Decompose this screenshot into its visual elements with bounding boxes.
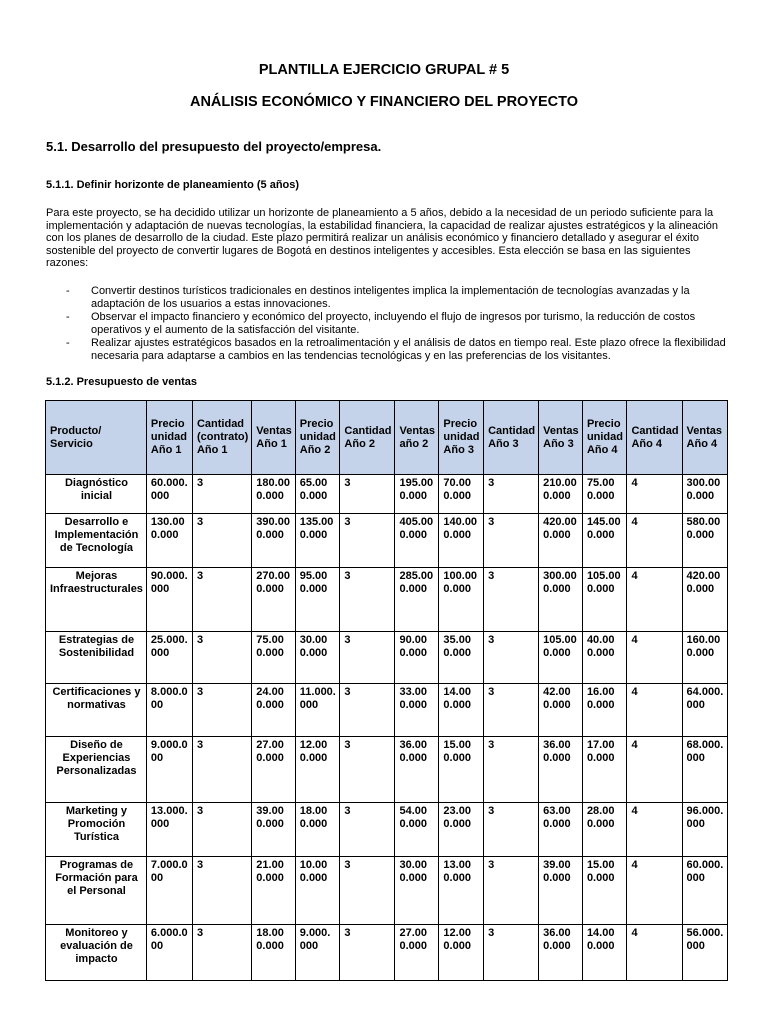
value-cell: 15.000.000 [582, 857, 627, 925]
value-cell: 12.000.000 [295, 737, 340, 803]
value-cell: 3 [192, 684, 251, 737]
value-cell: 36.000.000 [395, 737, 439, 803]
product-cell: Diagnóstico inicial [46, 475, 147, 514]
value-cell: 3 [340, 475, 395, 514]
value-cell: 3 [340, 737, 395, 803]
value-cell: 195.000.000 [395, 475, 439, 514]
value-cell: 100.000.000 [439, 568, 484, 632]
value-cell: 3 [484, 514, 539, 568]
table-row [46, 568, 728, 632]
value-cell: 68.000.000 [682, 737, 727, 803]
value-cell: 3 [484, 568, 539, 632]
value-cell: 3 [484, 803, 539, 857]
value-cell: 3 [340, 568, 395, 632]
header-cell: Precio unidad Año 3 [439, 401, 484, 475]
value-cell: 75.000.000 [252, 632, 295, 684]
value-cell: 3 [192, 925, 251, 981]
value-cell: 35.000.000 [439, 632, 484, 684]
header-cell: Ventas Año 3 [539, 401, 583, 475]
value-cell: 17.000.000 [582, 737, 627, 803]
value-cell: 3 [484, 857, 539, 925]
value-cell: 3 [484, 475, 539, 514]
table-row [46, 925, 728, 981]
value-cell: 9.000.000 [146, 737, 192, 803]
value-cell: 4 [627, 632, 682, 684]
table-row [46, 514, 728, 568]
product-cell: Estrategias de Sostenibilidad [46, 632, 147, 684]
value-cell: 56.000.000 [682, 925, 727, 981]
table-row [46, 684, 728, 737]
bullet-text: Convertir destinos turísticos tradicionales en destinos inteligentes implica la implementación de tecnologías avanzadas y la adaptación de los usuarios a estas innovaciones. [91, 285, 690, 310]
value-cell: 3 [192, 632, 251, 684]
value-cell: 420.000.000 [682, 568, 727, 632]
value-cell: 300.000.000 [682, 475, 727, 514]
table-row [46, 803, 728, 857]
value-cell: 23.000.000 [439, 803, 484, 857]
value-cell: 39.000.000 [539, 857, 583, 925]
value-cell: 4 [627, 925, 682, 981]
header-cell: Precio unidad Año 1 [146, 401, 192, 475]
header-cell: Producto/ Servicio [46, 401, 147, 475]
value-cell: 4 [627, 568, 682, 632]
value-cell: 14.000.000 [439, 684, 484, 737]
value-cell: 3 [192, 475, 251, 514]
value-cell: 60.000.000 [682, 857, 727, 925]
value-cell: 13.000.000 [439, 857, 484, 925]
value-cell: 7.000.000 [146, 857, 192, 925]
value-cell: 140.000.000 [439, 514, 484, 568]
value-cell: 3 [484, 925, 539, 981]
header-cell: Ventas Año 4 [682, 401, 727, 475]
value-cell: 75.000.000 [582, 475, 627, 514]
value-cell: 96.000.000 [682, 803, 727, 857]
value-cell: 4 [627, 857, 682, 925]
value-cell: 3 [340, 684, 395, 737]
value-cell: 63.000.000 [539, 803, 583, 857]
header-cell: Precio unidad Año 4 [582, 401, 627, 475]
bullet-dash: - [66, 285, 70, 297]
value-cell: 30.000.000 [395, 857, 439, 925]
header-cell: Ventas año 2 [395, 401, 439, 475]
value-cell: 24.000.000 [252, 684, 295, 737]
value-cell: 580.000.000 [682, 514, 727, 568]
value-cell: 40.000.000 [582, 632, 627, 684]
value-cell: 420.000.000 [539, 514, 583, 568]
value-cell: 39.000.000 [252, 803, 295, 857]
value-cell: 70.000.000 [439, 475, 484, 514]
product-cell: Desarrollo e Implementación de Tecnología [46, 514, 147, 568]
subsection-heading-horizon: 5.1.1. Definir horizonte de planeamiento (5 años) [46, 179, 300, 191]
header-cell: Cantidad Año 2 [340, 401, 395, 475]
table-row [46, 737, 728, 803]
value-cell: 90.000.000 [146, 568, 192, 632]
value-cell: 300.000.000 [539, 568, 583, 632]
value-cell: 4 [627, 737, 682, 803]
value-cell: 390.000.000 [252, 514, 295, 568]
product-cell: Marketing y Promoción Turística [46, 803, 147, 857]
value-cell: 3 [192, 803, 251, 857]
value-cell: 15.000.000 [439, 737, 484, 803]
product-cell: Mejoras Infraestructurales [46, 568, 147, 632]
bullet-dash: - [66, 311, 70, 323]
value-cell: 285.000.000 [395, 568, 439, 632]
header-cell: Cantidad Año 4 [627, 401, 682, 475]
bullet-dash: - [66, 337, 70, 349]
value-cell: 3 [192, 568, 251, 632]
value-cell: 12.000.000 [439, 925, 484, 981]
value-cell: 25.000.000 [146, 632, 192, 684]
product-cell: Certificaciones y normativas [46, 684, 147, 737]
header-cell: Cantidad (contrato) Año 1 [192, 401, 251, 475]
value-cell: 3 [192, 514, 251, 568]
value-cell: 3 [340, 632, 395, 684]
product-cell: Diseño de Experiencias Personalizadas [46, 737, 147, 803]
value-cell: 16.000.000 [582, 684, 627, 737]
value-cell: 180.000.000 [252, 475, 295, 514]
value-cell: 105.000.000 [582, 568, 627, 632]
value-cell: 3 [340, 514, 395, 568]
value-cell: 160.000.000 [682, 632, 727, 684]
value-cell: 4 [627, 514, 682, 568]
header-cell: Precio unidad Año 2 [295, 401, 340, 475]
value-cell: 27.000.000 [252, 737, 295, 803]
document-title: PLANTILLA EJERCICIO GRUPAL # 5 [258, 62, 510, 78]
value-cell: 36.000.000 [539, 925, 583, 981]
value-cell: 210.000.000 [539, 475, 583, 514]
value-cell: 6.000.000 [146, 925, 192, 981]
product-cell: Programas de Formación para el Personal [46, 857, 147, 925]
header-cell: Ventas Año 1 [252, 401, 295, 475]
value-cell: 90.000.000 [395, 632, 439, 684]
document-subtitle: ANÁLISIS ECONÓMICO Y FINANCIERO DEL PROYECTO [189, 94, 579, 110]
value-cell: 135.000.000 [295, 514, 340, 568]
value-cell: 27.000.000 [395, 925, 439, 981]
value-cell: 130.000.000 [146, 514, 192, 568]
value-cell: 64.000.000 [682, 684, 727, 737]
value-cell: 105.000.000 [539, 632, 583, 684]
table-row [46, 475, 728, 514]
intro-paragraph: Para este proyecto, se ha decidido utilizar un horizonte de planeamiento a 5 años, debido a la necesidad de un periodo suficiente para la implementación y adaptación de nuevas tecnologías, la estabilidad financiera, la capacidad de realizar ajustes estratégicos y la alineación con los planes de desarrollo de la ciudad. Este plazo permitirá realizar un análisis económico y financiero detallado y asegurar el éxito sostenible del proyecto de convertir lugares de Bogotá en destinos inteligentes y accesibles. Esta elección se basa en las siguientes razones: [46, 207, 719, 270]
value-cell: 18.000.000 [252, 925, 295, 981]
value-cell: 8.000.000 [146, 684, 192, 737]
value-cell: 4 [627, 684, 682, 737]
value-cell: 13.000.000 [146, 803, 192, 857]
product-cell: Monitoreo y evaluación de impacto [46, 925, 147, 981]
value-cell: 28.000.000 [582, 803, 627, 857]
value-cell: 3 [484, 632, 539, 684]
value-cell: 145.000.000 [582, 514, 627, 568]
sales-budget-table [45, 400, 728, 981]
value-cell: 10.000.000 [295, 857, 340, 925]
value-cell: 18.000.000 [295, 803, 340, 857]
value-cell: 14.000.000 [582, 925, 627, 981]
value-cell: 405.000.000 [395, 514, 439, 568]
value-cell: 4 [627, 803, 682, 857]
value-cell: 11.000.000 [295, 684, 340, 737]
value-cell: 36.000.000 [539, 737, 583, 803]
table-row [46, 857, 728, 925]
value-cell: 60.000.000 [146, 475, 192, 514]
section-heading: 5.1. Desarrollo del presupuesto del proyecto/empresa. [46, 139, 382, 154]
value-cell: 3 [192, 857, 251, 925]
bullet-text: Realizar ajustes estratégicos basados en la retroalimentación y el análisis de datos en tiempo real. Este plazo ofrece la flexibilidad necesaria para adaptarse a cambios en las tendencias tecnológicas y en las preferencias de los visitantes. [91, 337, 726, 362]
value-cell: 3 [340, 857, 395, 925]
table-row [46, 632, 728, 684]
value-cell: 21.000.000 [252, 857, 295, 925]
value-cell: 3 [484, 737, 539, 803]
value-cell: 3 [484, 684, 539, 737]
subsection-heading-sales: 5.1.2. Presupuesto de ventas [46, 376, 198, 388]
header-cell: Cantidad Año 3 [484, 401, 539, 475]
value-cell: 54.000.000 [395, 803, 439, 857]
bullet-text: Observar el impacto financiero y económico del proyecto, incluyendo el flujo de ingresos por turismo, la reducción de costos operativos y el aumento de la satisfacción del visitante. [91, 311, 696, 336]
value-cell: 3 [192, 737, 251, 803]
value-cell: 9.000.000 [295, 925, 340, 981]
table-header-row [46, 401, 728, 475]
value-cell: 33.000.000 [395, 684, 439, 737]
table-body [46, 475, 728, 981]
value-cell: 270.000.000 [252, 568, 295, 632]
value-cell: 65.000.000 [295, 475, 340, 514]
value-cell: 4 [627, 475, 682, 514]
value-cell: 3 [340, 803, 395, 857]
value-cell: 95.000.000 [295, 568, 340, 632]
value-cell: 42.000.000 [539, 684, 583, 737]
value-cell: 30.000.000 [295, 632, 340, 684]
value-cell: 3 [340, 925, 395, 981]
